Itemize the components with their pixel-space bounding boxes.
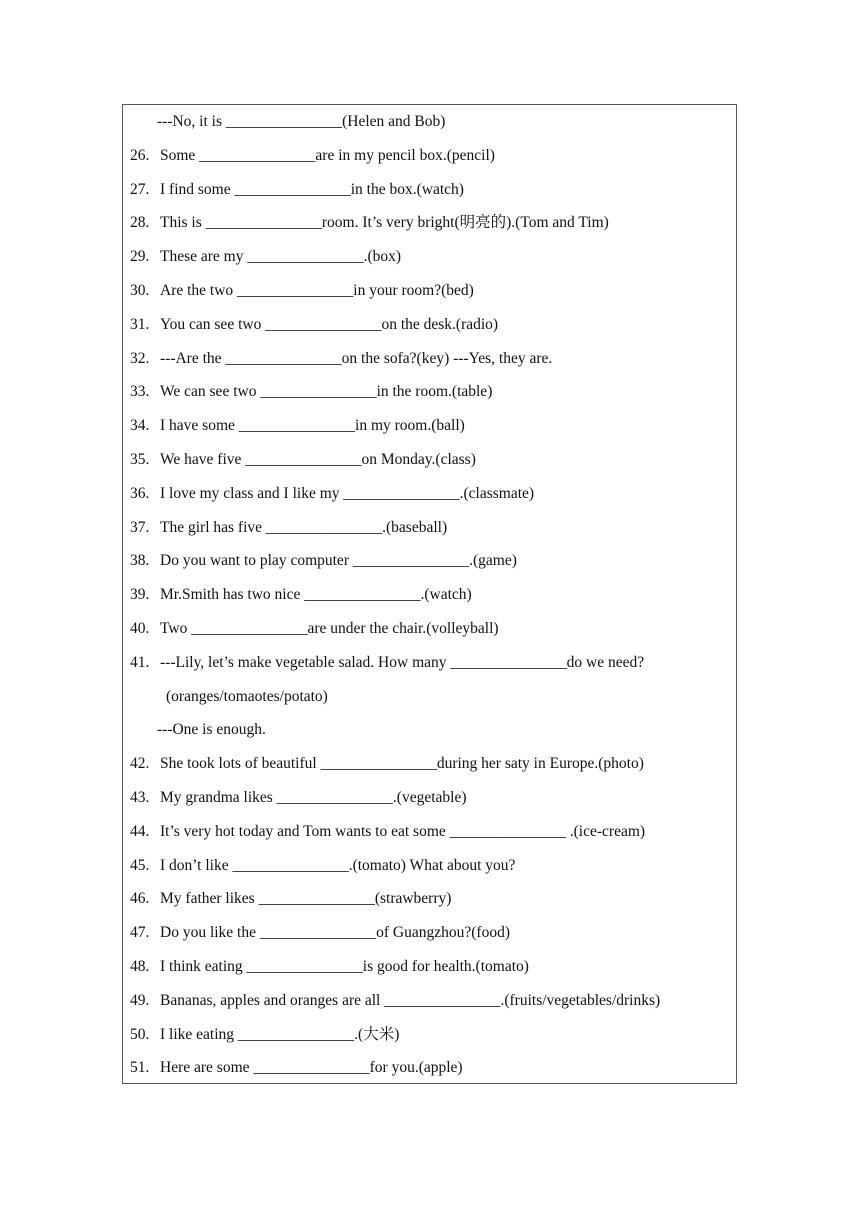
item-number: 28. <box>130 214 150 232</box>
item-number: 37. <box>130 518 150 536</box>
exercise-continuation <box>0 713 860 747</box>
item-number: 36. <box>130 484 150 502</box>
item-text: Do you like the _______________of Guangzhou?(food) <box>160 924 510 942</box>
item-text: Some _______________are in my pencil box.(pencil) <box>160 146 495 164</box>
item-text: It’s very hot today and Tom wants to eat some _______________ .(ice-cream) <box>160 822 646 840</box>
item-number: 42. <box>130 755 150 773</box>
item-text: ---Are the _______________on the sofa?(key) ---Yes, they are. <box>160 349 553 367</box>
item-number: 51. <box>130 1059 150 1077</box>
item-text: I find some _______________in the box.(watch) <box>160 180 464 198</box>
exercise-item <box>0 646 860 680</box>
exercise-item <box>0 612 860 646</box>
item-text: Two _______________are under the chair.(volleyball) <box>160 619 499 637</box>
exercise-item <box>0 240 860 274</box>
exercise-item <box>0 1018 860 1052</box>
exercise-item <box>0 849 860 883</box>
item-number: 33. <box>130 383 150 401</box>
exercise-continuation <box>0 680 860 714</box>
item-number: 27. <box>130 180 150 198</box>
item-text: I think eating _______________is good for health.(tomato) <box>160 957 529 975</box>
item-text: Are the two _______________in your room?(bed) <box>160 281 474 299</box>
exercise-item <box>0 984 860 1018</box>
item-number: 46. <box>130 890 150 908</box>
item-text: Bananas, apples and oranges are all _______________.(fruits/vegetables/drinks) <box>160 991 661 1009</box>
exercise-item <box>0 950 860 984</box>
item-number: 26. <box>130 146 150 164</box>
item-text: Do you want to play computer _______________.(game) <box>160 552 517 570</box>
exercise-item <box>0 578 860 612</box>
item-number: 45. <box>130 856 150 874</box>
exercise-item <box>0 443 860 477</box>
exercise-item <box>0 375 860 409</box>
item-number: 39. <box>130 586 150 604</box>
item-text: The girl has five _______________.(baseball) <box>160 518 448 536</box>
item-text: (oranges/tomaotes/potato) <box>166 687 328 705</box>
exercise-item <box>0 882 860 916</box>
exercise-item <box>0 511 860 545</box>
item-text: I don’t like _______________.(tomato) What about you? <box>160 856 516 874</box>
exercise-item <box>0 342 860 376</box>
item-text: You can see two _______________on the desk.(radio) <box>160 315 499 333</box>
item-number: 43. <box>130 788 150 806</box>
exercise-item <box>0 1051 860 1085</box>
exercise-item <box>0 173 860 207</box>
exercise-item <box>0 206 860 240</box>
item-number: 47. <box>130 924 150 942</box>
exercise-item <box>0 544 860 578</box>
exercise-continuation <box>0 105 860 139</box>
item-number: 29. <box>130 248 150 266</box>
exercise-list <box>0 105 860 1085</box>
item-number: 32. <box>130 349 150 367</box>
item-number: 48. <box>130 957 150 975</box>
item-number: 38. <box>130 552 150 570</box>
item-number: 35. <box>130 450 150 468</box>
exercise-item <box>0 815 860 849</box>
exercise-item <box>0 747 860 781</box>
exercise-item <box>0 139 860 173</box>
item-text: My father likes _______________(strawberry) <box>160 890 452 908</box>
item-number: 34. <box>130 417 150 435</box>
item-text: ---Lily, let’s make vegetable salad. How many _______________do we need? <box>160 653 645 671</box>
item-text: We can see two _______________in the room.(table) <box>160 383 493 401</box>
item-number: 41. <box>130 653 150 671</box>
exercise-item <box>0 781 860 815</box>
exercise-item <box>0 916 860 950</box>
item-text: This is _______________room. It’s very bright(明亮的).(Tom and Tim) <box>160 214 609 232</box>
item-number: 31. <box>130 315 150 333</box>
item-text: I love my class and I like my _______________.(classmate) <box>160 484 535 502</box>
item-number: 44. <box>130 822 150 840</box>
exercise-item <box>0 274 860 308</box>
exercise-item <box>0 308 860 342</box>
item-text: I have some _______________in my room.(ball) <box>160 417 465 435</box>
item-text: She took lots of beautiful _______________during her saty in Europe.(photo) <box>160 755 644 773</box>
item-text: I like eating _______________.(大米) <box>160 1025 400 1043</box>
item-text: Here are some _______________for you.(apple) <box>160 1059 463 1077</box>
item-number: 30. <box>130 281 150 299</box>
exercise-item <box>0 477 860 511</box>
item-text: ---One is enough. <box>157 721 266 739</box>
item-text: We have five _______________on Monday.(class) <box>160 450 476 468</box>
item-text: These are my _______________.(box) <box>160 248 402 266</box>
item-number: 49. <box>130 991 150 1009</box>
item-text: My grandma likes _______________.(vegetable) <box>160 788 467 806</box>
item-text: Mr.Smith has two nice _______________.(watch) <box>160 586 472 604</box>
item-text: ---No, it is _______________(Helen and Bob) <box>157 113 446 130</box>
exercise-item <box>0 409 860 443</box>
item-number: 50. <box>130 1025 150 1043</box>
item-number: 40. <box>130 619 150 637</box>
